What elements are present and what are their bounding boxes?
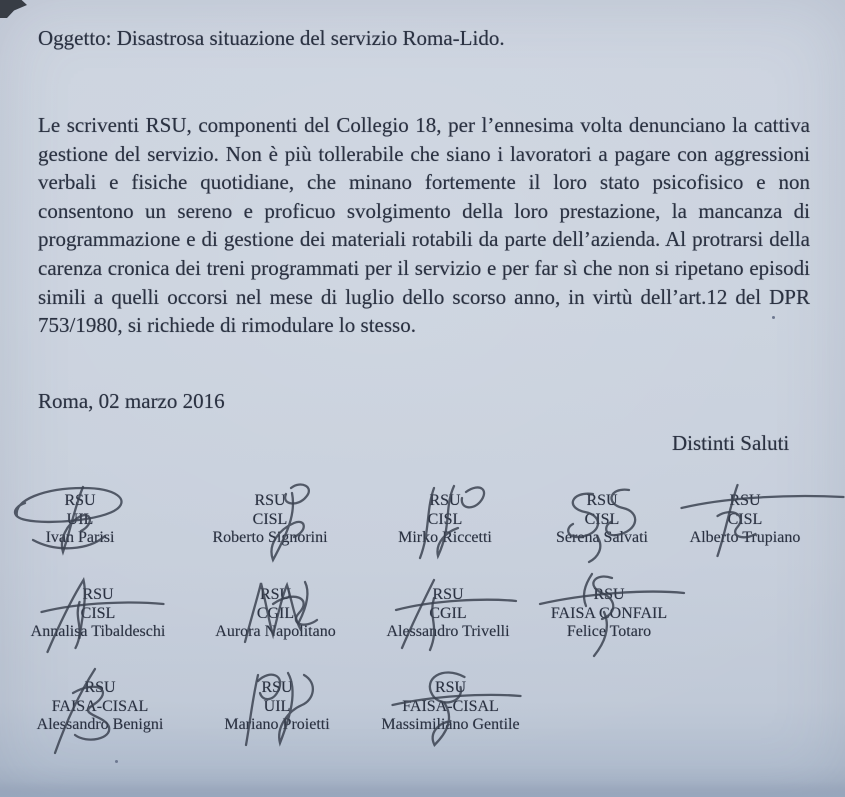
signature-org: RSU xyxy=(64,492,96,509)
signature-union: FAISA-CISAL xyxy=(51,697,149,715)
signature-block xyxy=(368,586,528,642)
dust-speck xyxy=(115,760,118,763)
signature-block xyxy=(527,492,677,548)
signature-union: CISL xyxy=(80,604,116,622)
signature-union: FAISA-CISAL xyxy=(402,697,499,715)
signature-org: RSU xyxy=(254,492,286,509)
signature-org: RSU xyxy=(84,679,116,696)
signature-union: FAISA CONFAIL xyxy=(550,604,668,622)
signature-name: Felice Totaro xyxy=(566,623,652,640)
signature-union: UIL xyxy=(66,510,94,528)
signature-org: RSU xyxy=(432,586,464,603)
signature-org: RSU xyxy=(586,492,618,509)
signature-block xyxy=(368,679,533,735)
signature-union: CGIL xyxy=(429,604,467,622)
signature-org: RSU xyxy=(429,492,461,509)
dust-speck xyxy=(772,316,775,319)
letter-subject-line: Oggetto: Disastrosa situazione del servizio Roma-Lido. xyxy=(38,26,505,50)
signature-org: RSU xyxy=(729,492,761,509)
signature-org: RSU xyxy=(82,586,114,603)
signature-block xyxy=(195,492,345,548)
signature-org: RSU xyxy=(593,586,625,603)
signature-org: RSU xyxy=(261,679,293,696)
signature-block xyxy=(370,492,520,548)
signature-block xyxy=(193,586,358,642)
photo-corner-artifact xyxy=(0,0,27,18)
signature-union: CGIL xyxy=(256,604,295,622)
signature-union: UIL xyxy=(263,697,291,715)
signature-block xyxy=(5,492,155,548)
signature-name: Ivan Parisi xyxy=(45,529,115,546)
signature-union: CISL xyxy=(727,510,763,528)
letter-closing: Distinti Saluti xyxy=(672,431,790,455)
signature-block xyxy=(523,586,695,642)
letter-body-paragraph: Le scriventi RSU, componenti del Collegio 18, per l’ennesima volta denunciano la cattiva gestione del servizio. Non è più tollerabile che siano i lavoratori a pagare con aggressioni verbali e fisiche quotidiane, che minano fortemente il loro stato psicofisico e non consentono un sereno e proficuo svolgimento della loro prestazione, la mancanza di programmazione e di gestione dei materiali rotabili da parte dell’azienda. Al protrarsi della carenza cronica dei treni programmati per il servizio e per far sì che non si ripetano episodi simili a quelli occorsi nel mese di luglio dello scorso anno, in virtù dell’art.12 del DPR 753/1980, si richiede di rimodulare lo stesso. xyxy=(38,113,810,338)
signature-org: RSU xyxy=(434,679,467,696)
signature-name: Mariano Proietti xyxy=(224,716,330,733)
signature-name: Alessandro Trivelli xyxy=(386,623,510,640)
signature-union: CISL xyxy=(584,510,620,528)
signature-name: Alessandro Benigni xyxy=(36,716,164,733)
signature-union: CISL xyxy=(252,510,288,528)
letter-dateline: Roma, 02 marzo 2016 xyxy=(38,389,225,413)
signature-name: Alberto Trupiano xyxy=(689,529,801,546)
signature-name: Annalisa Tibaldeschi xyxy=(30,623,166,640)
photo-bottom-edge-shadow xyxy=(0,781,845,797)
signature-block xyxy=(12,586,184,642)
signature-name: Massimiliano Gentile xyxy=(381,716,520,733)
signature-block xyxy=(198,679,356,735)
signature-block xyxy=(15,679,185,735)
signature-name: Roberto Signorini xyxy=(212,529,328,546)
signature-org: RSU xyxy=(259,586,292,603)
signature-name: Mirko Riccetti xyxy=(398,529,492,546)
signature-union: CISL xyxy=(427,510,463,528)
signature-name: Aurora Napolitano xyxy=(215,623,336,640)
signature-name: Serena Salvati xyxy=(556,529,648,546)
signature-block xyxy=(665,492,825,548)
